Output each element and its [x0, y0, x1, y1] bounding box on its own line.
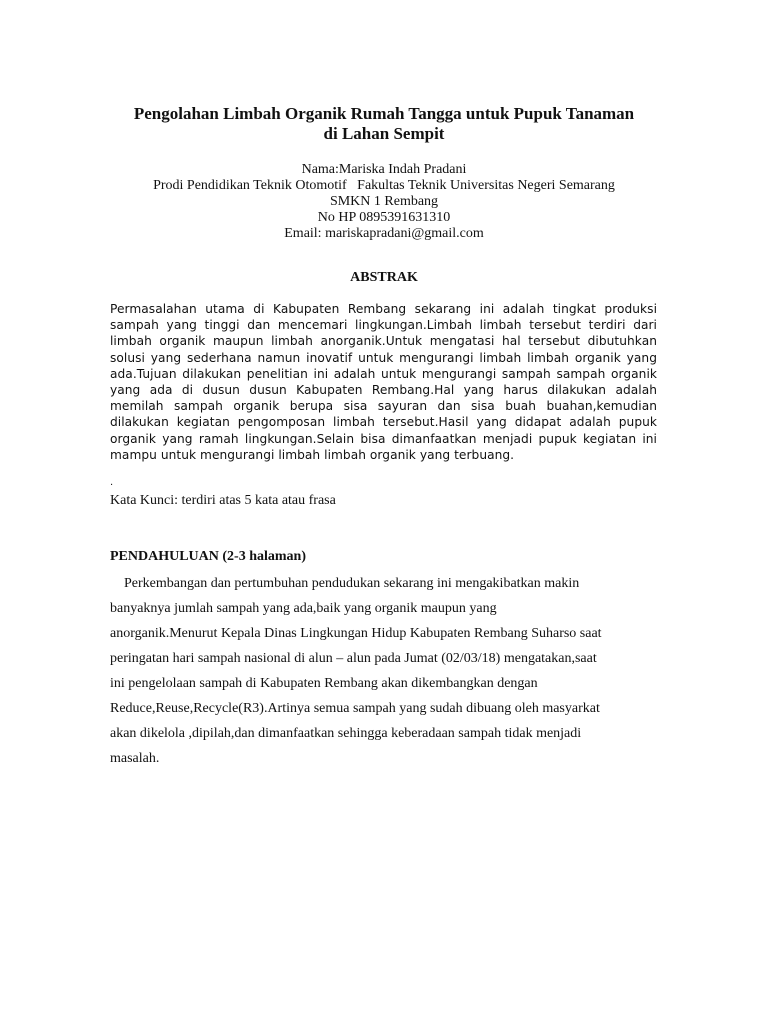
author-name: Nama:Mariska Indah Pradani — [301, 162, 467, 177]
introduction-body — [110, 571, 658, 771]
abstract-text: Permasalahan utama di Kabupaten Rembang sekarang ini adalah tingkat produksi sampah yang tinggi dan mencemari lingkungan.Limbah limbah tersebut terdiri dari limbah organik maupun limbah anorganik.Untuk mengatasi hal tersebut dibutuhkan solusi yang sederhana namun inovatif untuk mengurangi limbah limbah organik yang ada.Tujuan dilakukan penelitian ini adalah untuk mengurangi sampah sampah organik yang ada di dusun dusun Kabupaten Rembang.Hal yang harus dilakukan adalah memilah sampah organik berupa sisa sayuran dan sisa buah buahan,kemudian dilakukan kegiatan pengomposan limbah tersebut.Hasil yang didapat adalah pupuk organik yang ramah lingkungan.Selain bisa dimanfaatkan menjadi pupuk kegiatan ini mampu untuk mengurangi limbah limbah organik yang terbuang. — [110, 302, 657, 462]
introduction-heading: PENDAHULUAN (2-3 halaman) — [110, 549, 306, 564]
introduction-line: akan dikelola ,dipilah,dan dimanfaatkan sehingga keberadaan sampah tidak menjadi — [110, 726, 582, 741]
author-email: Email: mariskapradani@gmail.com — [284, 226, 484, 241]
title-line-1: Pengolahan Limbah Organik Rumah Tangga untuk Pupuk Tanaman — [133, 104, 635, 123]
abstract-heading: ABSTRAK — [350, 270, 418, 285]
title-line-2: di Lahan Sempit — [323, 124, 445, 143]
author-phone: No HP 0895391631310 — [317, 210, 451, 225]
introduction-line: anorganik.Menurut Kepala Dinas Lingkungan Hidup Kabupaten Rembang Suharso saat — [110, 626, 602, 641]
abstract-trailing-dot: . — [110, 477, 114, 488]
introduction-line: peringatan hari sampah nasional di alun – alun pada Jumat (02/03/18) mengatakan,saat — [110, 651, 597, 666]
author-affiliation: Prodi Pendidikan Teknik Otomotif Fakultas Teknik Universitas Negeri Semarang — [153, 178, 615, 193]
paper-title — [100, 104, 668, 144]
introduction-line: ini pengelolaan sampah di Kabupaten Rembang akan dikembangkan dengan — [110, 676, 538, 691]
keywords: Kata Kunci: terdiri atas 5 kata atau frasa — [110, 493, 336, 508]
introduction-line: banyaknya jumlah sampah yang ada,baik yang organik maupun yang — [110, 601, 497, 616]
introduction-line: Perkembangan dan pertumbuhan pendudukan sekarang ini mengakibatkan makin — [124, 576, 580, 591]
author-block — [100, 162, 668, 242]
introduction-line: Reduce,Reuse,Recycle(R3).Artinya semua sampah yang sudah dibuang oleh masyarkat — [110, 701, 600, 716]
introduction-line: masalah. — [110, 751, 160, 766]
author-school: SMKN 1 Rembang — [329, 194, 439, 209]
